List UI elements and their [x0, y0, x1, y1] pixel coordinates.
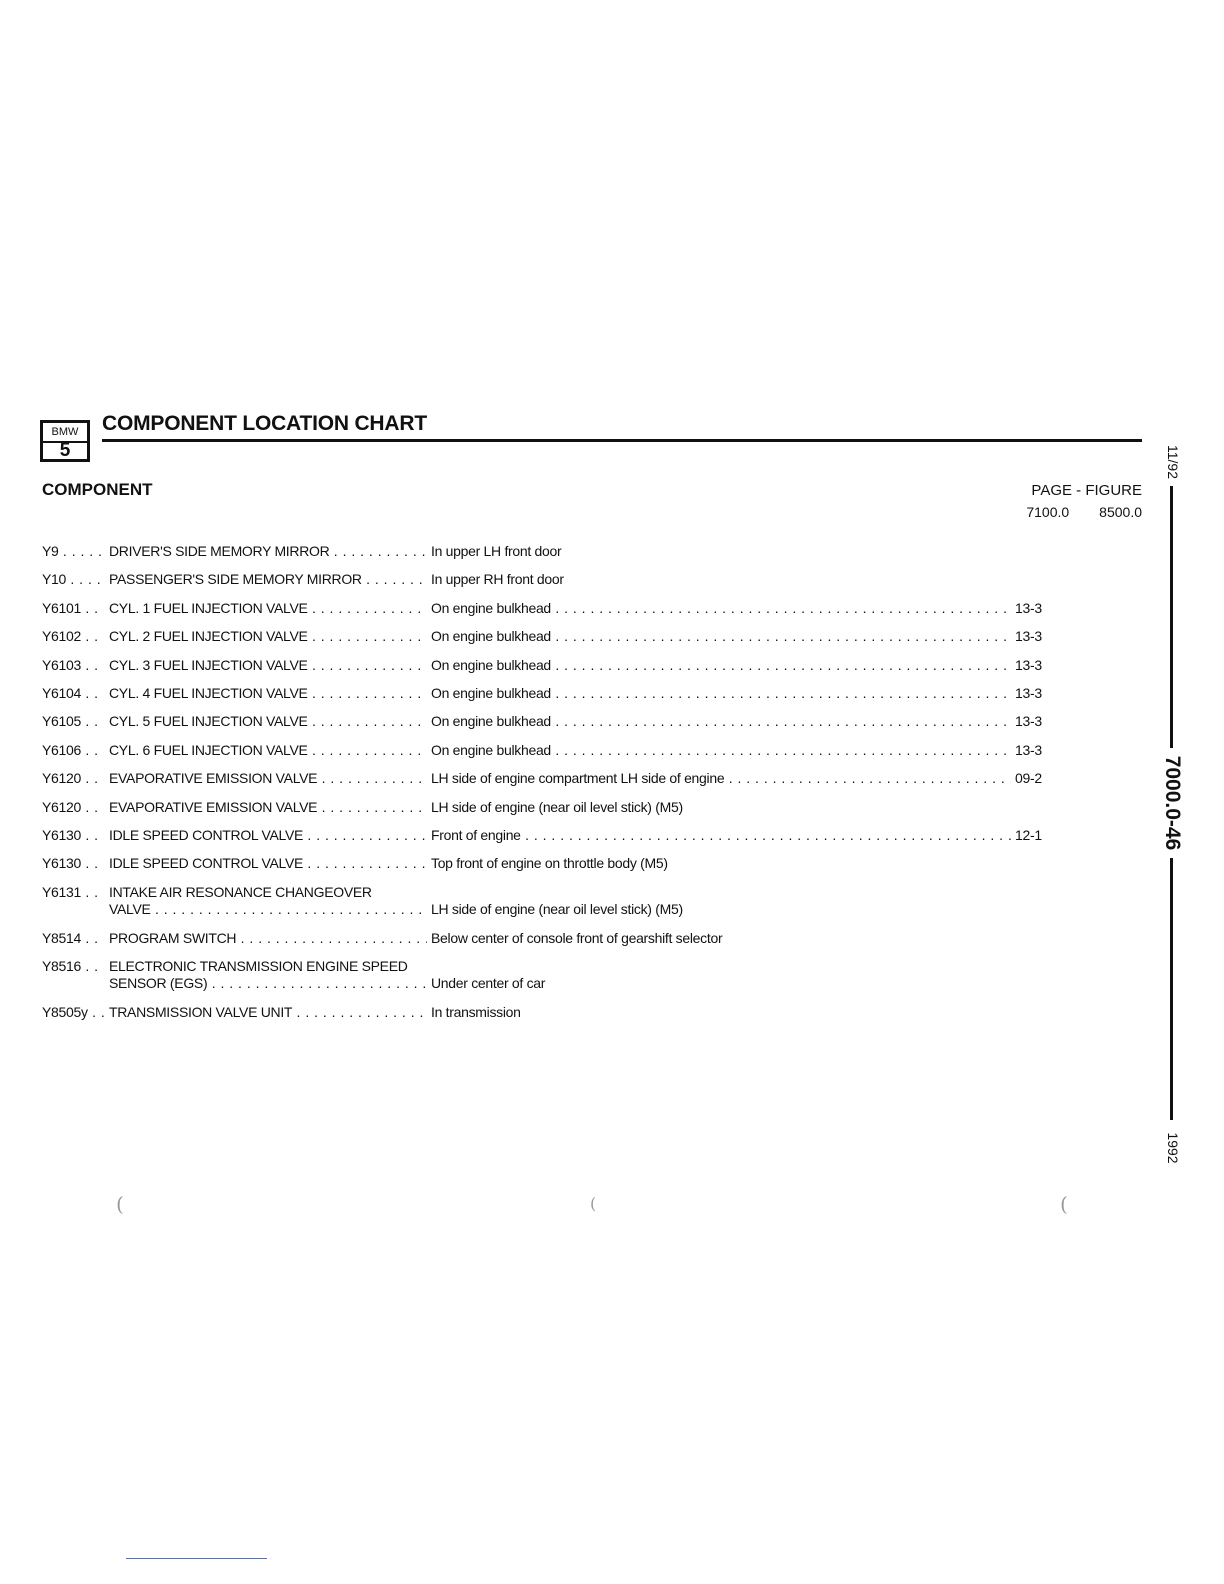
page-figure-column-header: PAGE - FIGURE — [1031, 482, 1142, 499]
page-figure-ref: 13-3 — [1015, 741, 1042, 758]
side-date — [1158, 440, 1188, 484]
page-figure-ref: 13-3 — [1015, 628, 1042, 645]
page-figure-ref: 13-3 — [1015, 685, 1042, 701]
component-row — [42, 742, 1062, 759]
component-code: Y10 . . . — [42, 571, 104, 587]
side-year-text: 1992 — [1165, 1132, 1181, 1164]
side-section-code — [1150, 748, 1194, 858]
component-code: Y6105 . . . — [42, 713, 104, 729]
component-code: Y8514 . . . — [42, 930, 104, 946]
ref-7100: 7100.0 — [1026, 504, 1070, 520]
component-code: Y6130 . . . — [42, 827, 104, 843]
logo-brand: BMW — [43, 423, 87, 443]
component-location: On engine bulkhead . . . — [431, 742, 1011, 758]
ref-8500: 8500.0 — [1099, 504, 1142, 520]
component-code: Y6103 . . . — [42, 657, 104, 673]
page-title: COMPONENT LOCATION CHART — [102, 412, 427, 435]
side-year — [1158, 1126, 1188, 1170]
component-location: Below center of console front of gearshift selector — [431, 929, 723, 946]
component-row — [42, 571, 1062, 588]
component-location: On engine bulkhead . . . — [431, 657, 1011, 673]
component-name: IDLE SPEED CONTROL VALVE . . . — [109, 855, 427, 871]
component-name: CYL. 5 FUEL INJECTION VALVE . . . — [109, 713, 427, 729]
component-location: On engine bulkhead . . . — [431, 685, 1011, 701]
component-row — [42, 827, 1062, 844]
component-name: EVAPORATIVE EMISSION VALVE . . . — [109, 799, 427, 815]
component-name-line1: INTAKE AIR RESONANCE CHANGEOVER — [109, 883, 372, 900]
component-name-line1: ELECTRONIC TRANSMISSION ENGINE SPEED — [109, 958, 408, 975]
page-figure-refs — [960, 504, 1142, 520]
component-name: SENSOR (EGS) . . . — [109, 975, 427, 991]
component-location: In upper RH front door — [431, 571, 564, 588]
component-code: Y9 . . . — [42, 543, 104, 559]
component-row — [42, 855, 1062, 872]
component-code: Y6130 . . . — [42, 855, 104, 871]
component-location: On engine bulkhead . . . — [431, 713, 1011, 729]
side-rule-top — [1170, 486, 1173, 748]
side-rule-bottom — [1170, 858, 1173, 1120]
page-figure-ref: 12-1 — [1015, 827, 1042, 843]
component-location: On engine bulkhead . . . — [431, 628, 1011, 644]
component-name: CYL. 4 FUEL INJECTION VALVE . . . — [109, 685, 427, 701]
component-row — [42, 543, 1062, 560]
component-location: Under center of car — [431, 975, 546, 992]
component-code: Y6102 . . . — [42, 628, 104, 644]
component-code: Y8516 . . . — [42, 958, 104, 974]
component-name: CYL. 3 FUEL INJECTION VALVE . . . — [109, 657, 427, 673]
component-code: Y6131 . . . — [42, 884, 104, 900]
component-row — [42, 713, 1062, 730]
component-code: Y6120 . . . — [42, 770, 104, 786]
component-location: In transmission — [431, 1004, 521, 1021]
component-code: Y6104 . . . — [42, 685, 104, 701]
side-date-text: 11/92 — [1165, 445, 1181, 479]
hole-punch-mark-left: ( — [116, 1192, 124, 1216]
component-row — [42, 958, 1062, 992]
component-row — [42, 770, 1062, 787]
scan-underline-mark — [126, 1558, 267, 1559]
component-row — [42, 930, 1062, 947]
title-rule — [102, 439, 1142, 442]
component-row — [42, 799, 1062, 816]
component-name: TRANSMISSION VALVE UNIT . . . — [109, 1004, 427, 1020]
side-code-text: 7000.0-46 — [1161, 755, 1184, 851]
component-location: On engine bulkhead . . . — [431, 600, 1011, 616]
component-name: PASSENGER'S SIDE MEMORY MIRROR . . . — [109, 571, 427, 587]
component-name: CYL. 2 FUEL INJECTION VALVE . . . — [109, 628, 427, 644]
component-name: VALVE . . . — [109, 901, 427, 917]
component-location: In upper LH front door — [431, 543, 562, 559]
component-location: Top front of engine on throttle body (M5) — [431, 855, 668, 872]
bmw-5-series-logo — [40, 420, 90, 462]
logo-series: 5 — [59, 440, 71, 461]
page-figure-ref: 13-3 — [1015, 599, 1042, 616]
page-figure-ref: 13-3 — [1015, 713, 1042, 730]
page-figure-ref: 09-2 — [1015, 770, 1042, 787]
component-name: CYL. 6 FUEL INJECTION VALVE . . . — [109, 742, 427, 758]
component-code: Y8505y . . . — [42, 1004, 104, 1020]
component-row — [42, 1004, 1062, 1021]
component-location: LH side of engine (near oil level stick) (M5) — [431, 798, 683, 815]
page-figure-ref: 13-3 — [1015, 656, 1042, 673]
component-name: EVAPORATIVE EMISSION VALVE . . . — [109, 770, 427, 786]
component-code: Y6106 . . . — [42, 742, 104, 758]
component-column-header: COMPONENT — [42, 480, 153, 499]
component-location: LH side of engine compartment LH side of engine . . . — [431, 770, 1011, 786]
component-code: Y6101 . . . — [42, 600, 104, 616]
component-row — [42, 685, 1062, 702]
component-name: DRIVER'S SIDE MEMORY MIRROR . . . — [109, 543, 427, 559]
component-name: IDLE SPEED CONTROL VALVE . . . — [109, 827, 427, 843]
component-location: LH side of engine (near oil level stick) (M5) — [431, 900, 683, 917]
component-row — [42, 600, 1062, 617]
hole-punch-mark-center: ( — [590, 1194, 597, 1213]
component-code: Y6120 . . . — [42, 799, 104, 815]
component-row — [42, 628, 1062, 645]
component-name: CYL. 1 FUEL INJECTION VALVE . . . — [109, 600, 427, 616]
component-location: Front of engine . . . — [431, 827, 1011, 843]
component-row — [42, 657, 1062, 674]
hole-punch-mark-right: ( — [1060, 1192, 1068, 1216]
component-name: PROGRAM SWITCH . . . — [109, 930, 427, 946]
component-row — [42, 884, 1062, 918]
